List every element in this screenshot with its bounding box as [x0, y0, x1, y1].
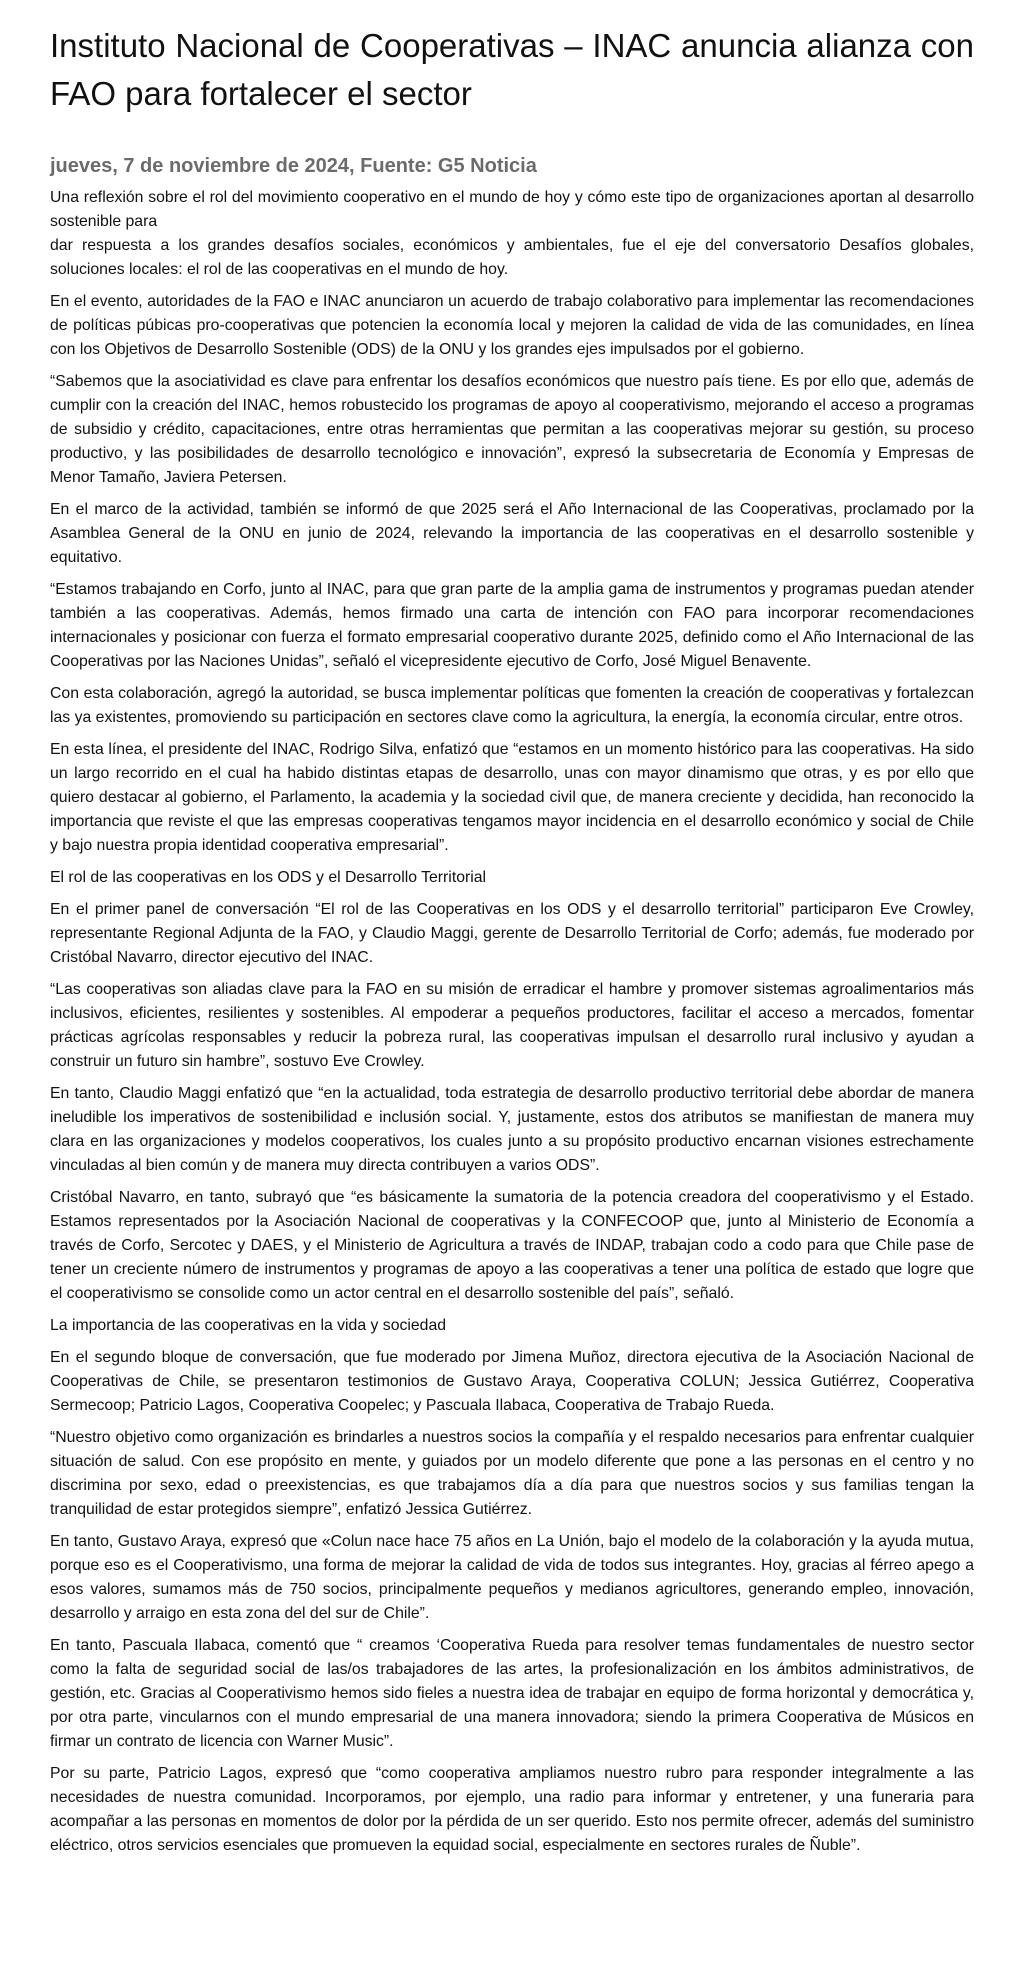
- body-paragraph: En esta línea, el presidente del INAC, Rodrigo Silva, enfatizó que “estamos en un momento histórico para las cooperativas. Ha sido un largo recorrido en el cual ha habido distintas etapas de desarrollo, unas con mayor dinamismo que otras, y es por ello que quiero destacar al gobierno, el Parlamento, la academia y la sociedad civil que, de manera creciente y decidida, han reconocido la importancia que reviste el que las empresas cooperativas tengamos mayor incidencia en el desarrollo económico y social de Chile y bajo nuestra propia identidad cooperativa empresarial”.: [50, 741, 974, 854]
- body-paragraph: Por su parte, Patricio Lagos, expresó que “como cooperativa ampliamos nuestro rubro para responder integralmente a las necesidades de nuestra comunidad. Incorporamos, por ejemplo, una radio para informar y entretener, y una funeraria para acompañar a las personas en momentos de dolor por la pérdida de un ser querido. Esto nos permite ofrecer, además del suministro eléctrico, otros servicios esenciales que promueven la equidad social, especialmente en sectores rurales de Ñuble”.: [50, 1765, 974, 1854]
- body-paragraph: En tanto, Claudio Maggi enfatizó que “en la actualidad, toda estrategia de desarrollo productivo territorial debe abordar de manera ineludible los imperativos de sostenibilidad e inclusión social. Y, justamente, estos dos atributos se manifiestan de manera muy clara en las organizaciones y modelos cooperativos, los cuales junto a su propósito productivo encarnan visiones estrechamente vinculadas al bien común y de manera muy directa contribuyen a varios ODS”.: [50, 1085, 974, 1174]
- intro-line: dar respuesta a los grandes desafíos sociales, económicos y ambientales, fue el eje del conversatorio Desafíos globales, soluciones locales: el rol de las cooperativas en el mundo de hoy.: [50, 237, 974, 278]
- section-subheading: El rol de las cooperativas en los ODS y el Desarrollo Territorial: [50, 869, 487, 886]
- section-subheading: La importancia de las cooperativas en la vida y sociedad: [50, 1317, 447, 1334]
- body-paragraph: “Nuestro objetivo como organización es brindarles a nuestros socios la compañía y el respaldo necesarios para enfrentar cualquier situación de salud. Con ese propósito en mente, y guiados por un modelo diferente que pone a las personas en el centro y no discrimina por sexo, edad o preexistencias, es que trabajamos día a día para que nuestros socios y sus familias tengan la tranquilidad de estar protegidos siempre”, enfatizó Jessica Gutiérrez.: [50, 1429, 974, 1518]
- body-paragraph: En el evento, autoridades de la FAO e INAC anunciaron un acuerdo de trabajo colaborativo para implementar las recomendaciones de políticas púbicas pro-cooperativas que potencien la economía local y mejoren la calidad de vida de las comunidades, en línea con los Objetivos de Desarrollo Sostenible (ODS) de la ONU y los grandes ejes impulsados por el gobierno.: [50, 293, 974, 358]
- intro-line: Una reflexión sobre el rol del movimiento cooperativo en el mundo de hoy y cómo este tipo de organizaciones aportan al desarrollo sostenible para: [50, 189, 974, 230]
- article-headline: Instituto Nacional de Cooperativas – INAC anuncia alianza con FAO para fortalecer el sector: [50, 27, 974, 112]
- body-paragraph: Cristóbal Navarro, en tanto, subrayó que “es básicamente la sumatoria de la potencia creadora del cooperativismo y el Estado. Estamos representados por la Asociación Nacional de cooperativas y la CONFECOOP que, junto al Ministerio de Economía a través de Corfo, Sercotec y DAES, y el Ministerio de Agricultura a través de INDAP, trabajan codo a codo para que Chile pase de tener un creciente número de instrumentos y programas de apoyo a las cooperativas a tener una política de estado que logre que el cooperativismo se consolide como un actor central en el desarrollo sostenible del país”, señaló.: [50, 1189, 974, 1302]
- body-paragraph: Con esta colaboración, agregó la autoridad, se busca implementar políticas que fomenten la creación de cooperativas y fortalezcan las ya existentes, promoviendo su participación en sectores clave como la agricultura, la energía, la economía circular, entre otros.: [50, 685, 974, 726]
- intro-paragraph: [50, 186, 974, 282]
- body-paragraph: En el primer panel de conversación “El rol de las Cooperativas en los ODS y el desarrollo territorial” participaron Eve Crowley, representante Regional Adjunta de la FAO, y Claudio Maggi, gerente de Desarrollo Territorial de Corfo; además, fue moderado por Cristóbal Navarro, director ejecutivo del INAC.: [50, 901, 974, 966]
- body-paragraph: En el segundo bloque de conversación, que fue moderado por Jimena Muñoz, directora ejecutiva de la Asociación Nacional de Cooperativas de Chile, se presentaron testimonios de Gustavo Araya, Cooperativa COLUN; Jessica Gutiérrez, Cooperativa Sermecoop; Patricio Lagos, Cooperativa Coopelec; y Pascuala Ilabaca, Cooperativa de Trabajo Rueda.: [50, 1349, 974, 1414]
- body-paragraph: En el marco de la actividad, también se informó de que 2025 será el Año Internacional de las Cooperativas, proclamado por la Asamblea General de la ONU en junio de 2024, relevando la importancia de las cooperativas en el desarrollo sostenible y equitativo.: [50, 501, 974, 566]
- body-paragraph: En tanto, Gustavo Araya, expresó que «Colun nace hace 75 años en La Unión, bajo el modelo de la colaboración y la ayuda mutua, porque eso es el Cooperativismo, una forma de mejorar la calidad de vida de todos sus integrantes. Hoy, gracias al férreo apego a esos valores, sumamos más de 750 socios, principalmente pequeños y medianos agricultores, generando empleo, innovación, desarrollo y arraigo en esta zona del del sur de Chile”.: [50, 1533, 974, 1622]
- body-paragraph: En tanto, Pascuala Ilabaca, comentó que “ creamos ‘Cooperativa Rueda para resolver temas fundamentales de nuestro sector como la falta de seguridad social de las/os trabajadores de las artes, la profesionalización en los ámbitos administrativos, de gestión, etc. Gracias al Cooperativismo hemos sido fieles a nuestra idea de trabajar en equipo de forma horizontal y democrática y, por otra parte, vincularnos con el mundo empresarial de una manera innovadora; siendo la primera Cooperativa de Músicos en firmar un contrato de licencia con Warner Music”.: [50, 1637, 974, 1750]
- body-paragraph: “Sabemos que la asociatividad es clave para enfrentar los desafíos económicos que nuestro país tiene. Es por ello que, además de cumplir con la creación del INAC, hemos robustecido los programas de apoyo al cooperativismo, mejorando el acceso a programas de subsidio y crédito, capacitaciones, entre otras herramientas que permitan a las cooperativas mejorar su gestión, su proceso productivo, y las posibilidades de desarrollo tecnológico e innovación”, expresó la subsecretaria de Economía y Empresas de Menor Tamaño, Javiera Petersen.: [50, 373, 974, 486]
- body-paragraph: “Estamos trabajando en Corfo, junto al INAC, para que gran parte de la amplia gama de instrumentos y programas puedan atender también a las cooperativas. Además, hemos firmado una carta de intención con FAO para incorporar recomendaciones internacionales y posicionar con fuerza el formato empresarial cooperativo durante 2025, definido como el Año Internacional de las Cooperativas por las Naciones Unidas”, señaló el vicepresidente ejecutivo de Corfo, José Miguel Benavente.: [50, 581, 974, 670]
- article-date-source: jueves, 7 de noviembre de 2024, Fuente: G5 Noticia: [50, 155, 537, 177]
- body-paragraph: “Las cooperativas son aliadas clave para la FAO en su misión de erradicar el hambre y promover sistemas agroalimentarios más inclusivos, eficientes, resilientes y sostenibles. Al empoderar a pequeños productores, facilitar el acceso a mercados, fomentar prácticas agrícolas responsables y reducir la pobreza rural, las cooperativas impulsan el desarrollo rural inclusivo y ayudan a construir un futuro sin hambre”, sostuvo Eve Crowley.: [50, 981, 974, 1070]
